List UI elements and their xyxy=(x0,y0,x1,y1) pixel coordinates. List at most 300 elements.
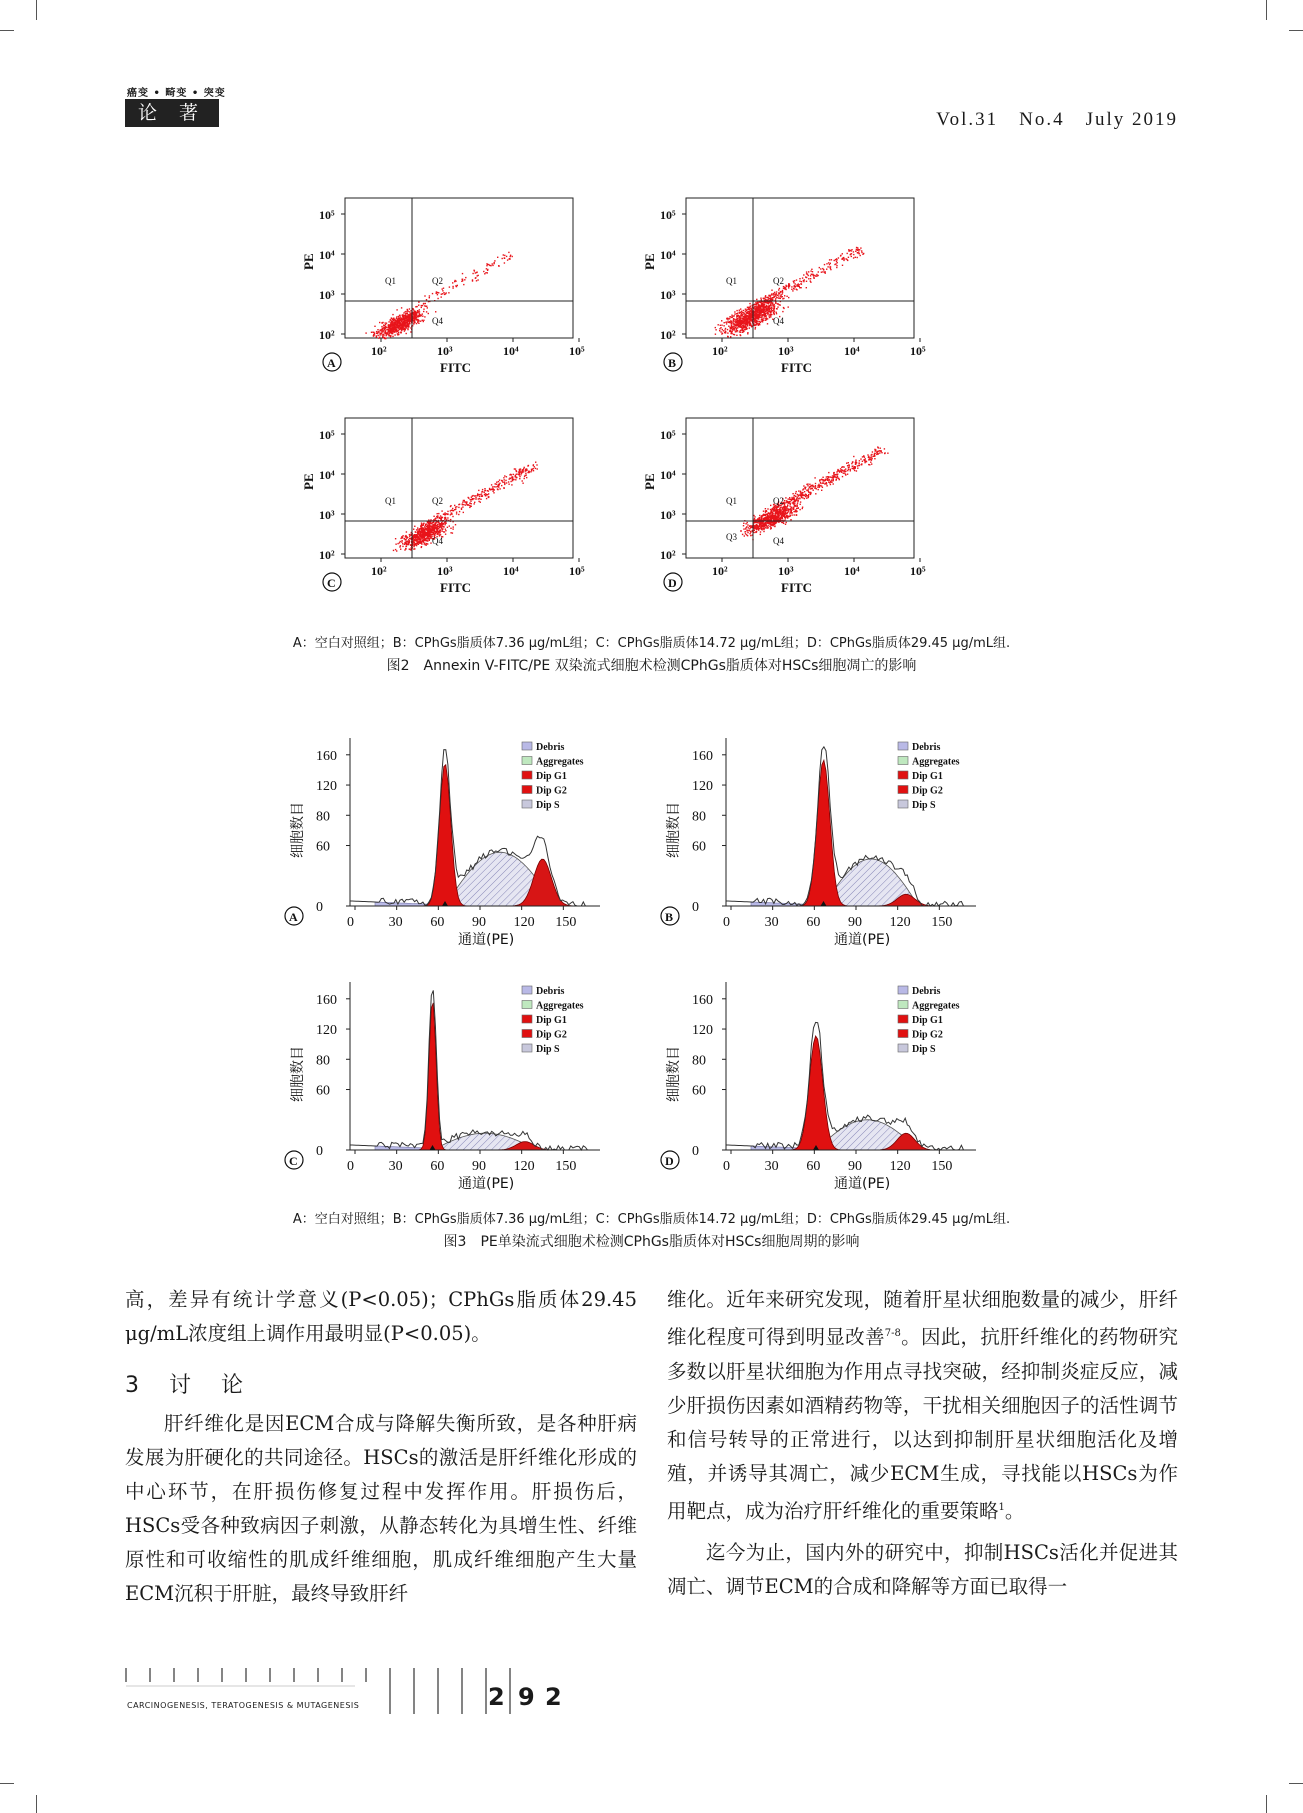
scatter-point xyxy=(754,519,755,520)
scatter-point xyxy=(818,271,819,272)
scatter-point xyxy=(770,299,771,300)
legend-swatch xyxy=(898,1044,908,1052)
scatter-point xyxy=(484,488,485,489)
scatter-point xyxy=(455,524,456,525)
scatter-point xyxy=(480,502,481,503)
scatter-point xyxy=(852,468,853,469)
scatter-point xyxy=(778,295,779,296)
scatter-point xyxy=(737,313,738,314)
panel-letter-badge xyxy=(664,573,682,591)
scatter-point xyxy=(745,309,746,310)
scatter-point xyxy=(784,500,785,501)
scatter-point xyxy=(828,262,829,263)
scatter-point xyxy=(422,305,423,306)
scatter-point xyxy=(770,312,771,313)
scatter-point xyxy=(728,326,729,327)
x-tick-label: 90 xyxy=(472,915,486,930)
scatter-point xyxy=(851,256,852,257)
scatter-point xyxy=(452,528,453,529)
scatter-point xyxy=(377,333,378,334)
scatter-point xyxy=(427,528,428,529)
scatter-point xyxy=(514,468,515,469)
scatter-point xyxy=(797,506,798,507)
legend-label: Dip S xyxy=(912,800,936,811)
scatter-point xyxy=(439,531,440,532)
scatter-point xyxy=(750,531,751,532)
scatter-point xyxy=(793,282,794,283)
scatter-point xyxy=(776,506,777,507)
quadrant-label-q2: Q2 xyxy=(432,496,443,506)
fig2-panel-c xyxy=(301,410,585,605)
scatter-point xyxy=(407,322,408,323)
scatter-point xyxy=(730,333,731,334)
scatter-point xyxy=(478,275,479,276)
scatter-point xyxy=(863,253,864,254)
scatter-point xyxy=(834,260,835,261)
scatter-point xyxy=(423,303,424,304)
scatter-point xyxy=(404,320,405,321)
scatter-point xyxy=(393,322,394,323)
scatter-point xyxy=(800,501,801,502)
scatter-point xyxy=(394,328,395,329)
scatter-point xyxy=(397,543,398,544)
scatter-point xyxy=(730,320,731,321)
scatter-point xyxy=(441,522,442,523)
scatter-point xyxy=(392,327,393,328)
scatter-point xyxy=(775,298,776,299)
scatter-point xyxy=(749,310,750,311)
scatter-point xyxy=(515,479,516,480)
plot-frame xyxy=(686,418,914,558)
scatter-point xyxy=(778,506,779,507)
scatter-point xyxy=(746,325,747,326)
scatter-point xyxy=(739,312,740,313)
scatter-point xyxy=(428,536,429,537)
scatter-point xyxy=(754,518,755,519)
scatter-point xyxy=(503,254,504,255)
scatter-point xyxy=(513,474,514,475)
scatter-point xyxy=(827,266,828,267)
scatter-point xyxy=(377,331,378,332)
scatter-point xyxy=(419,314,420,315)
scatter-point xyxy=(416,314,417,315)
scatter-point xyxy=(798,490,799,491)
scatter-point xyxy=(793,497,794,498)
scatter-point xyxy=(438,528,439,529)
scatter-point xyxy=(755,528,756,529)
scatter-point xyxy=(453,526,454,527)
scatter-point xyxy=(770,314,771,315)
scatter-point xyxy=(441,531,442,532)
fig3-panel-a xyxy=(280,728,620,963)
scatter-point xyxy=(371,332,372,333)
scatter-point xyxy=(766,302,767,303)
scatter-point xyxy=(734,324,735,325)
scatter-point xyxy=(389,328,390,329)
scatter-point xyxy=(445,534,446,535)
scatter-point xyxy=(424,529,425,530)
scatter-point xyxy=(420,321,421,322)
legend-swatch xyxy=(522,986,532,994)
scatter-point xyxy=(478,498,479,499)
scatter-point xyxy=(770,528,771,529)
panel-letter: B xyxy=(668,356,677,370)
scatter-point xyxy=(808,488,809,489)
scatter-point xyxy=(475,272,476,273)
scatter-point xyxy=(522,480,523,481)
scatter-point xyxy=(400,325,401,326)
scatter-point xyxy=(781,511,782,512)
scatter-point xyxy=(827,479,828,480)
scatter-point xyxy=(814,488,815,489)
scatter-point xyxy=(795,505,796,506)
y-tick-label: 10⁵ xyxy=(660,428,676,442)
scatter-point xyxy=(764,313,765,314)
scatter-point xyxy=(437,517,438,518)
scatter-point xyxy=(764,306,765,307)
scatter-point xyxy=(396,550,397,551)
scatter-point xyxy=(782,296,783,297)
fig3-panel-c xyxy=(280,972,620,1207)
scatter-point xyxy=(424,295,425,296)
x-tick-label: 10³ xyxy=(778,564,794,578)
scatter-point xyxy=(408,542,409,543)
scatter-point xyxy=(472,498,473,499)
scatter-point xyxy=(743,318,744,319)
scatter-point xyxy=(776,293,777,294)
scatter-point xyxy=(758,309,759,310)
scatter-point xyxy=(769,302,770,303)
scatter-point xyxy=(768,518,769,519)
scatter-point xyxy=(417,310,418,311)
scatter-point xyxy=(740,330,741,331)
section-heading: 3 讨 论 xyxy=(125,1373,247,1398)
scatter-point xyxy=(756,322,757,323)
scatter-point xyxy=(766,310,767,311)
scatter-point xyxy=(743,310,744,311)
scatter-point xyxy=(479,496,480,497)
scatter-point xyxy=(415,318,416,319)
scatter-point xyxy=(859,462,860,463)
scatter-point xyxy=(443,288,444,289)
legend-swatch xyxy=(522,1015,532,1023)
x-tick-label: 10⁴ xyxy=(844,564,860,578)
scatter-point xyxy=(428,532,429,533)
scatter-point xyxy=(857,252,858,253)
scatter-point xyxy=(424,305,425,306)
scatter-point xyxy=(486,494,487,495)
x-tick-label: 10⁴ xyxy=(503,344,519,358)
scatter-point xyxy=(416,539,417,540)
scatter-point xyxy=(736,319,737,320)
scatter-point xyxy=(503,477,504,478)
scatter-point xyxy=(780,519,781,520)
scatter-point xyxy=(524,478,525,479)
scatter-point xyxy=(773,507,774,508)
scatter-point xyxy=(786,522,787,523)
scatter-point xyxy=(481,491,482,492)
scatter-point xyxy=(794,280,795,281)
scatter-point xyxy=(425,534,426,535)
scatter-point xyxy=(746,527,747,528)
scatter-point xyxy=(445,293,446,294)
scatter-point xyxy=(739,316,740,317)
scatter-point xyxy=(444,519,445,520)
scatter-point xyxy=(418,302,419,303)
scatter-point xyxy=(800,494,801,495)
scatter-point xyxy=(847,470,848,471)
scatter-point xyxy=(421,531,422,532)
scatter-point xyxy=(756,303,757,304)
scatter-point xyxy=(395,538,396,539)
scatter-point xyxy=(830,269,831,270)
scatter-point xyxy=(722,329,723,330)
scatter-point xyxy=(872,451,873,452)
legend-label: Aggregates xyxy=(536,1000,584,1012)
scatter-point xyxy=(400,545,401,546)
scatter-point xyxy=(537,468,538,469)
scatter-point xyxy=(498,265,499,266)
scatter-point xyxy=(742,321,743,322)
y-tick-label: 10³ xyxy=(319,508,335,522)
right-column xyxy=(667,1283,1178,1604)
scatter-point xyxy=(781,294,782,295)
scatter-point xyxy=(422,316,423,317)
scatter-point xyxy=(374,326,375,327)
scatter-point xyxy=(488,490,489,491)
scatter-point xyxy=(394,330,395,331)
scatter-point xyxy=(804,491,805,492)
right-p1-text-b: 。因此，抗肝纤维化的药物研究多数以肝星状细胞为作用点寻找突破，经抑制炎症反应，减少肝损伤因素如酒精药物等，干扰相关细胞因子的活性调节和信号转导的正常进行，以达到抑制肝星状细胞活化及增殖，并诱导其凋亡，减少ECM生成，寻找能以HSCs为作用靶点，成为治疗肝纤维化的重要策略 xyxy=(667,1325,1178,1522)
scatter-point xyxy=(737,320,738,321)
scatter-point xyxy=(786,286,787,287)
scatter-point xyxy=(740,319,741,320)
scatter-point xyxy=(842,265,843,266)
scatter-point xyxy=(417,529,418,530)
scatter-point xyxy=(447,517,448,518)
scatter-point xyxy=(824,272,825,273)
scatter-point xyxy=(833,475,834,476)
scatter-point xyxy=(781,522,782,523)
dip-g1-area xyxy=(400,1003,488,1150)
scatter-point xyxy=(784,511,785,512)
scatter-point xyxy=(499,488,500,489)
scatter-point xyxy=(492,491,493,492)
scatter-point xyxy=(751,309,752,310)
scatter-point xyxy=(534,466,535,467)
scatter-point xyxy=(456,286,457,287)
scatter-point xyxy=(745,528,746,529)
scatter-point xyxy=(432,524,433,525)
scatter-point xyxy=(420,525,421,526)
scatter-point xyxy=(521,473,522,474)
scatter-point xyxy=(765,527,766,528)
scatter-point xyxy=(794,495,795,496)
scatter-point xyxy=(802,492,803,493)
scatter-point xyxy=(836,261,837,262)
y-tick-label: 60 xyxy=(316,1083,330,1099)
scatter-point xyxy=(501,485,502,486)
scatter-point xyxy=(791,497,792,498)
scatter-point xyxy=(439,532,440,533)
scatter-point xyxy=(844,473,845,474)
scatter-point xyxy=(799,494,800,495)
scatter-point xyxy=(774,307,775,308)
scatter-point xyxy=(409,316,410,317)
x-tick-label: 60 xyxy=(806,915,821,930)
scatter-point xyxy=(783,308,784,309)
scatter-point xyxy=(740,318,741,319)
scatter-point xyxy=(880,450,881,451)
scatter-point xyxy=(416,312,417,313)
scatter-point xyxy=(383,336,384,337)
scatter-point xyxy=(462,503,463,504)
scatter-point xyxy=(756,312,757,313)
scatter-point xyxy=(767,516,768,517)
y-tick-label: 0 xyxy=(316,900,323,915)
scatter-point xyxy=(496,482,497,483)
scatter-point xyxy=(767,308,768,309)
scatter-point xyxy=(739,310,740,311)
scatter-point xyxy=(859,460,860,461)
scatter-point xyxy=(429,523,430,524)
scatter-point xyxy=(439,529,440,530)
scatter-point xyxy=(766,297,767,298)
scatter-point xyxy=(450,532,451,533)
scatter-point xyxy=(761,522,762,523)
scatter-point xyxy=(795,509,796,510)
scatter-point xyxy=(384,325,385,326)
scatter-point xyxy=(767,310,768,311)
scatter-point xyxy=(726,318,727,319)
scatter-point xyxy=(840,255,841,256)
scatter-point xyxy=(762,319,763,320)
histogram-legend xyxy=(898,742,960,811)
y-tick-label: 120 xyxy=(692,779,713,795)
scatter-point xyxy=(408,543,409,544)
x-tick-label: 120 xyxy=(889,1159,911,1174)
scatter-point xyxy=(774,526,775,527)
section-badge: 论 著 xyxy=(125,99,219,127)
scatter-point xyxy=(806,484,807,485)
scatter-point xyxy=(402,323,403,324)
scatter-point xyxy=(766,317,767,318)
scatter-point xyxy=(859,253,860,254)
scatter-point xyxy=(418,311,419,312)
scatter-point xyxy=(789,505,790,506)
scatter-point xyxy=(421,305,422,306)
scatter-point xyxy=(760,322,761,323)
scatter-point xyxy=(517,474,518,475)
scatter-point xyxy=(441,510,442,511)
scatter-point xyxy=(405,323,406,324)
scatter-point xyxy=(823,482,824,483)
scatter-point xyxy=(395,323,396,324)
scatter-point xyxy=(750,307,751,308)
scatter-point xyxy=(396,321,397,322)
scatter-point xyxy=(816,488,817,489)
scatter-point xyxy=(787,517,788,518)
scatter-point xyxy=(802,497,803,498)
citation-ref-2: 1 xyxy=(998,1501,1005,1513)
scatter-point xyxy=(416,540,417,541)
scatter-point xyxy=(764,525,765,526)
scatter-point xyxy=(499,479,500,480)
y-axis-label: PE xyxy=(642,253,657,270)
x-tick-label: 150 xyxy=(555,915,577,930)
scatter-point xyxy=(840,468,841,469)
scatter-point xyxy=(488,493,489,494)
scatter-point xyxy=(742,534,743,535)
scatter-point xyxy=(475,495,476,496)
scatter-point xyxy=(745,314,746,315)
scatter-point xyxy=(745,326,746,327)
scatter-point xyxy=(734,315,735,316)
scatter-point xyxy=(399,546,400,547)
scatter-point xyxy=(746,328,747,329)
x-tick-label: 10² xyxy=(371,564,387,578)
scatter-point xyxy=(749,303,750,304)
y-tick-label: 0 xyxy=(692,1144,699,1159)
scatter-point xyxy=(433,519,434,520)
scatter-point xyxy=(859,465,860,466)
scatter-point xyxy=(757,310,758,311)
scatter-point xyxy=(787,504,788,505)
x-tick-label: 10² xyxy=(712,344,728,358)
scatter-point xyxy=(832,477,833,478)
scatter-point xyxy=(790,515,791,516)
scatter-point xyxy=(806,287,807,288)
scatter-point xyxy=(426,540,427,541)
scatter-point xyxy=(432,293,433,294)
fig3-caption: 图3 PE单染流式细胞术检测CPhGs脂质体对HSCs细胞周期的影响 xyxy=(443,1234,860,1250)
scatter-point xyxy=(761,517,762,518)
scatter-point xyxy=(506,482,507,483)
scatter-point xyxy=(410,535,411,536)
scatter-point xyxy=(871,463,872,464)
scatter-point xyxy=(740,324,741,325)
scatter-point xyxy=(726,323,727,324)
scatter-point xyxy=(878,453,879,454)
scatter-point xyxy=(508,484,509,485)
scatter-point xyxy=(757,518,758,519)
y-tick-label: 10⁵ xyxy=(660,208,676,222)
scatter-point xyxy=(808,275,809,276)
scatter-point xyxy=(865,458,866,459)
scatter-point xyxy=(789,497,790,498)
scatter-point xyxy=(428,522,429,523)
scatter-point xyxy=(745,523,746,524)
fig2-caption: 图2 Annexin V-FITC/PE 双染流式细胞术检测CPhGs脂质体对HSCs细胞凋亡的影响 xyxy=(386,658,917,674)
scatter-point xyxy=(732,323,733,324)
fig3-histogram-svg xyxy=(280,972,620,1207)
scatter-point xyxy=(499,484,500,485)
scatter-point xyxy=(796,285,797,286)
scatter-point xyxy=(869,464,870,465)
scatter-point xyxy=(821,485,822,486)
scatter-point xyxy=(378,338,379,339)
legend-label: Dip G1 xyxy=(536,1015,567,1026)
y-tick-label: 160 xyxy=(692,748,713,764)
scatter-point xyxy=(798,500,799,501)
scatter-point xyxy=(402,321,403,322)
scatter-point xyxy=(447,514,448,515)
scatter-point xyxy=(493,492,494,493)
scatter-point xyxy=(778,292,779,293)
scatter-point xyxy=(843,466,844,467)
scatter-point xyxy=(531,469,532,470)
scatter-point xyxy=(771,311,772,312)
